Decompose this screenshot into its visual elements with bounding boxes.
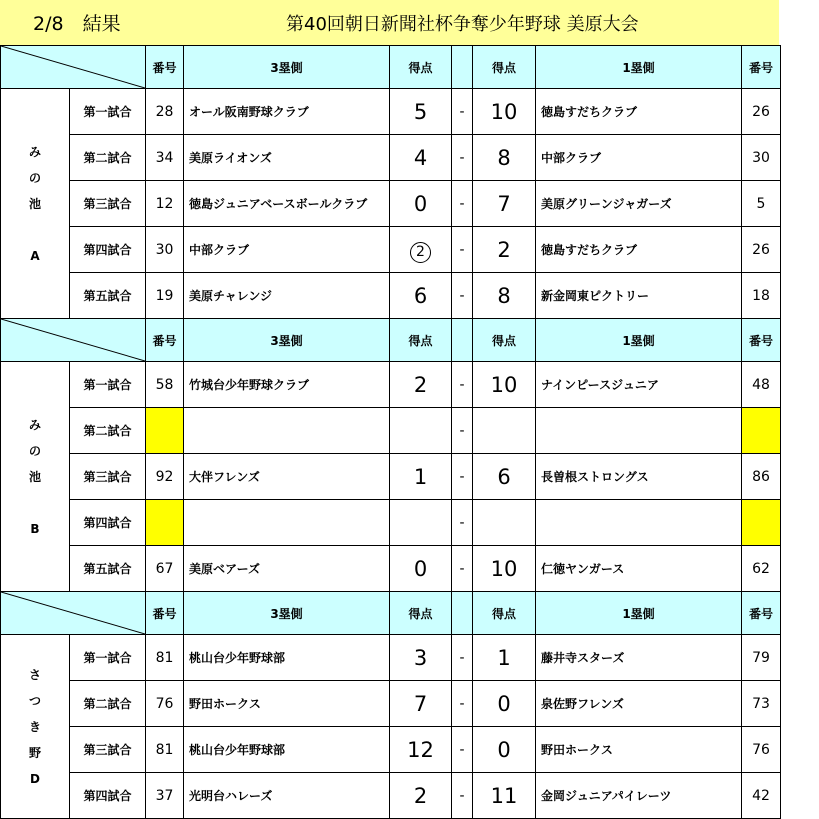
third-side-number: 76 (146, 681, 184, 727)
match-row (1, 135, 781, 181)
first-side-team: 美原グリーンジャガーズ (536, 181, 742, 227)
third-side-score (390, 500, 452, 546)
first-side-team: 仁徳ヤンガース (536, 546, 742, 592)
third-side-score: 2 (390, 362, 452, 408)
first-side-score: 11 (473, 773, 536, 819)
first-side-score: 8 (473, 135, 536, 181)
tournament-title: 第40回朝日新聞社杯争奪少年野球 美原大会 (286, 14, 639, 35)
section-header-row (1, 592, 781, 635)
match-row (1, 408, 781, 454)
third-side-score: 0 (390, 546, 452, 592)
group-label-char: A (30, 248, 40, 263)
title-bar (0, 0, 779, 45)
header-blank (452, 46, 473, 89)
first-side-number (742, 408, 781, 454)
header-number: 番号 (146, 319, 184, 362)
third-side-score: 2 (390, 773, 452, 819)
first-side-number: 30 (742, 135, 781, 181)
third-side-number: 12 (146, 181, 184, 227)
first-side-team: 金岡ジュニアパイレーツ (536, 773, 742, 819)
third-side-number: 58 (146, 362, 184, 408)
game-label: 第二試合 (70, 408, 146, 454)
third-side-score: 5 (390, 89, 452, 135)
first-side-score: 0 (473, 727, 536, 773)
third-side-team (184, 500, 390, 546)
first-side-team: 新金岡東ピクトリー (536, 273, 742, 319)
group-label-char: D (30, 771, 40, 786)
group-label (1, 362, 70, 592)
first-side-team: ナインピースジュニア (536, 362, 742, 408)
section-header-row (1, 319, 781, 362)
third-side-team (184, 408, 390, 454)
game-label: 第一試合 (70, 89, 146, 135)
header-diagonal-cell (1, 46, 146, 89)
result-date-title: 2/8 結果 (33, 13, 121, 35)
first-side-number: 62 (742, 546, 781, 592)
group-label-char: さ (28, 667, 41, 682)
first-side-score: 1 (473, 635, 536, 681)
game-label: 第一試合 (70, 362, 146, 408)
group-label-char: 野 (28, 745, 41, 760)
first-side-number (742, 500, 781, 546)
third-side-team: 中部クラブ (184, 227, 390, 273)
third-side-score: 1 (390, 454, 452, 500)
match-row (1, 181, 781, 227)
match-row (1, 635, 781, 681)
header-score: 得点 (473, 319, 536, 362)
third-side-number: 92 (146, 454, 184, 500)
first-side-team: 徳島すだちクラブ (536, 227, 742, 273)
third-side-team: 美原ライオンズ (184, 135, 390, 181)
match-row (1, 500, 781, 546)
game-label: 第一試合 (70, 635, 146, 681)
match-row (1, 727, 781, 773)
third-side-number: 67 (146, 546, 184, 592)
third-side-number: 30 (146, 227, 184, 273)
group-label-char: B (30, 521, 40, 536)
third-side-number (146, 500, 184, 546)
group-label-char: の (28, 170, 41, 185)
score-dash: - (452, 454, 473, 500)
third-side-score (390, 227, 452, 273)
game-label: 第五試合 (70, 546, 146, 592)
first-side-score: 0 (473, 681, 536, 727)
group-label-char: み (28, 417, 41, 432)
header-score: 得点 (390, 592, 452, 635)
first-side-number: 86 (742, 454, 781, 500)
third-side-number: 37 (146, 773, 184, 819)
first-side-number: 48 (742, 362, 781, 408)
first-side-team: 野田ホークス (536, 727, 742, 773)
match-row (1, 454, 781, 500)
match-row (1, 273, 781, 319)
game-label: 第二試合 (70, 135, 146, 181)
score-dash: - (452, 635, 473, 681)
third-side-team: 美原チャレンジ (184, 273, 390, 319)
third-side-number: 19 (146, 273, 184, 319)
group-label-char: つ (28, 693, 41, 708)
first-side-score: 10 (473, 362, 536, 408)
header-score: 得点 (390, 46, 452, 89)
game-label: 第三試合 (70, 181, 146, 227)
third-side-score: 12 (390, 727, 452, 773)
third-side-team: 桃山台少年野球部 (184, 727, 390, 773)
header-third-side: 3塁側 (184, 592, 390, 635)
first-side-score: 7 (473, 181, 536, 227)
group-label (1, 635, 70, 819)
group-label-char: の (28, 443, 41, 458)
third-side-team: 野田ホークス (184, 681, 390, 727)
score-dash: - (452, 408, 473, 454)
first-side-team: 藤井寺スターズ (536, 635, 742, 681)
header-score: 得点 (473, 46, 536, 89)
header-first-side: 1塁側 (536, 319, 742, 362)
third-side-score: 7 (390, 681, 452, 727)
score-dash: - (452, 227, 473, 273)
first-side-number: 26 (742, 89, 781, 135)
third-side-score (390, 408, 452, 454)
score-dash: - (452, 727, 473, 773)
third-side-team: オール阪南野球クラブ (184, 89, 390, 135)
match-row (1, 362, 781, 408)
score-dash: - (452, 135, 473, 181)
header-third-side: 3塁側 (184, 46, 390, 89)
first-side-number: 42 (742, 773, 781, 819)
group-label-char: 池 (28, 196, 41, 211)
first-side-number: 18 (742, 273, 781, 319)
first-side-score: 6 (473, 454, 536, 500)
first-side-score: 10 (473, 89, 536, 135)
first-side-number: 79 (742, 635, 781, 681)
game-label: 第四試合 (70, 227, 146, 273)
score-dash: - (452, 181, 473, 227)
group-label-char: み (28, 144, 41, 159)
first-side-score: 10 (473, 546, 536, 592)
third-side-team: 美原ベアーズ (184, 546, 390, 592)
third-side-number: 34 (146, 135, 184, 181)
header-first-side: 1塁側 (536, 592, 742, 635)
group-label-char: き (28, 719, 41, 734)
match-row (1, 546, 781, 592)
third-side-team: 大伴フレンズ (184, 454, 390, 500)
third-side-score: 4 (390, 135, 452, 181)
third-side-team: 竹城台少年野球クラブ (184, 362, 390, 408)
header-number: 番号 (146, 592, 184, 635)
header-first-side: 1塁側 (536, 46, 742, 89)
first-side-number: 73 (742, 681, 781, 727)
header-number: 番号 (742, 592, 781, 635)
game-label: 第四試合 (70, 773, 146, 819)
third-side-number: 28 (146, 89, 184, 135)
third-side-team: 桃山台少年野球部 (184, 635, 390, 681)
game-label: 第三試合 (70, 727, 146, 773)
header-blank (452, 319, 473, 362)
first-side-team (536, 408, 742, 454)
header-number: 番号 (146, 46, 184, 89)
header-diagonal-cell (1, 592, 146, 635)
first-side-team: 中部クラブ (536, 135, 742, 181)
first-side-team: 泉佐野フレンズ (536, 681, 742, 727)
third-side-score: 0 (390, 181, 452, 227)
winner-circled-score: 2 (410, 242, 431, 263)
group-label-char (1, 490, 69, 516)
first-side-team: 徳島すだちクラブ (536, 89, 742, 135)
first-side-number: 76 (742, 727, 781, 773)
header-number: 番号 (742, 319, 781, 362)
group-label (1, 89, 70, 319)
score-dash: - (452, 546, 473, 592)
score-dash: - (452, 773, 473, 819)
game-label: 第二試合 (70, 681, 146, 727)
match-row (1, 681, 781, 727)
score-dash: - (452, 89, 473, 135)
header-score: 得点 (390, 319, 452, 362)
score-dash: - (452, 681, 473, 727)
third-side-score: 3 (390, 635, 452, 681)
third-side-number (146, 408, 184, 454)
score-dash: - (452, 362, 473, 408)
first-side-score (473, 500, 536, 546)
header-third-side: 3塁側 (184, 319, 390, 362)
header-number: 番号 (742, 46, 781, 89)
header-diagonal-cell (1, 319, 146, 362)
first-side-score: 8 (473, 273, 536, 319)
group-label-char (1, 217, 69, 243)
first-side-number: 26 (742, 227, 781, 273)
results-table (0, 45, 781, 819)
first-side-score: 2 (473, 227, 536, 273)
group-label-char: 池 (28, 469, 41, 484)
game-label: 第五試合 (70, 273, 146, 319)
match-row (1, 227, 781, 273)
header-score: 得点 (473, 592, 536, 635)
first-side-number: 5 (742, 181, 781, 227)
first-side-team: 長曽根ストロングス (536, 454, 742, 500)
third-side-team: 光明台ハレーズ (184, 773, 390, 819)
game-label: 第三試合 (70, 454, 146, 500)
header-blank (452, 592, 473, 635)
score-dash: - (452, 500, 473, 546)
first-side-score (473, 408, 536, 454)
score-dash: - (452, 273, 473, 319)
third-side-number: 81 (146, 635, 184, 681)
third-side-number: 81 (146, 727, 184, 773)
section-header-row (1, 46, 781, 89)
match-row (1, 89, 781, 135)
third-side-team: 徳島ジュニアベースボールクラブ (184, 181, 390, 227)
third-side-score: 6 (390, 273, 452, 319)
game-label: 第四試合 (70, 500, 146, 546)
first-side-team (536, 500, 742, 546)
